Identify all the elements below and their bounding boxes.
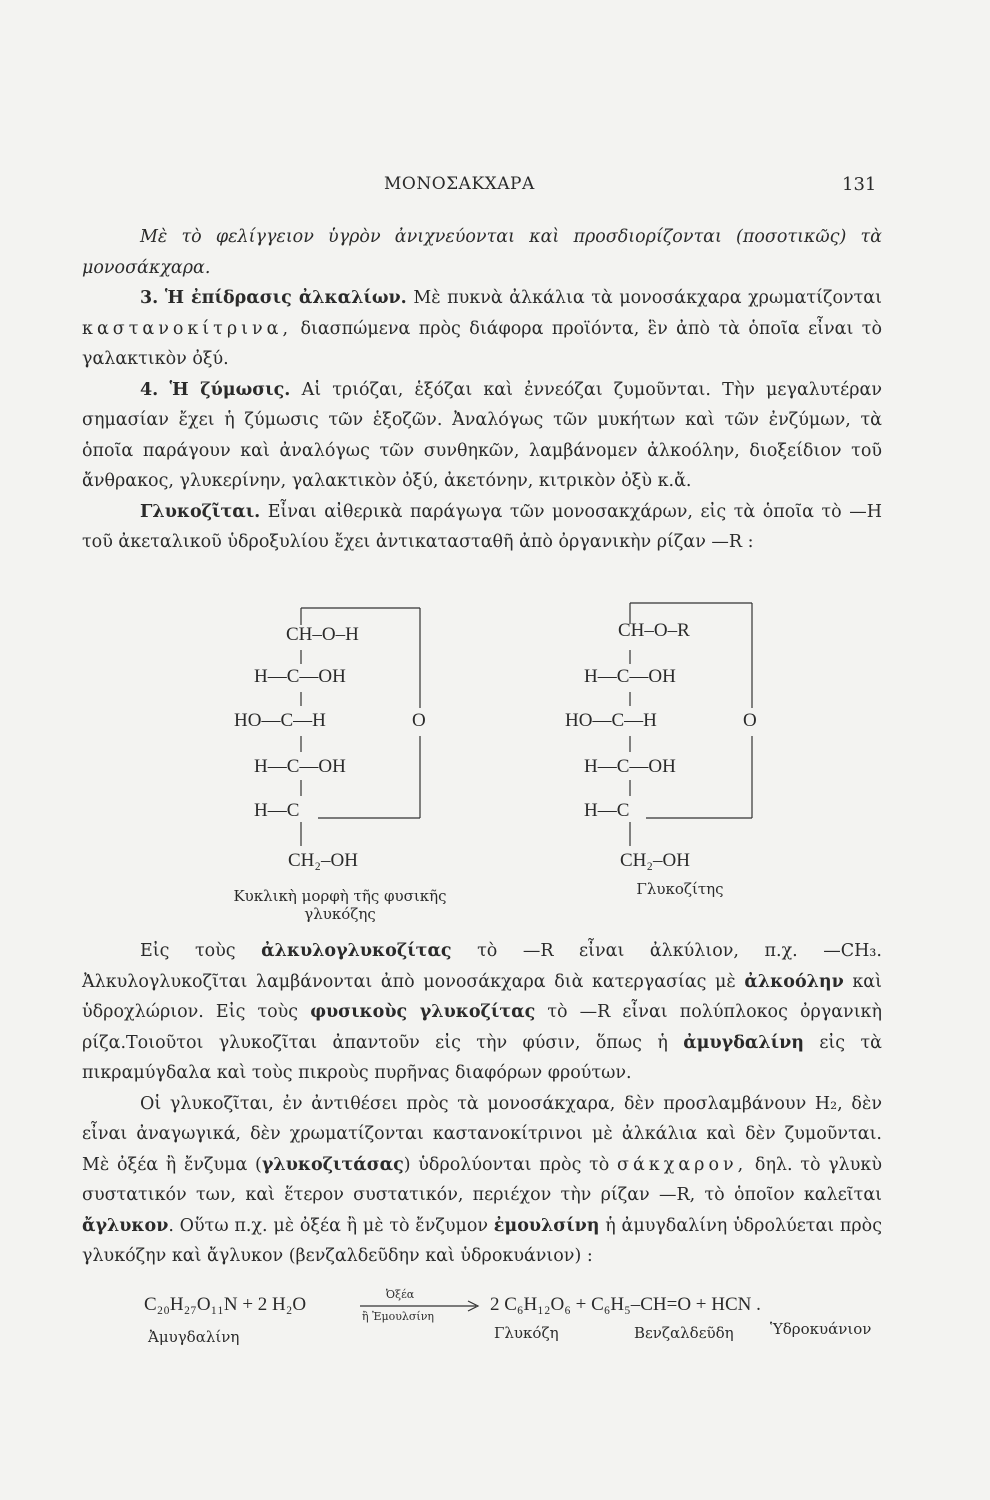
- bold-term: ἀλκυλογλυκοζίτας: [261, 941, 452, 961]
- paragraph-alkylglycosides: [82, 936, 882, 1089]
- paragraph-text: Εἶναι αἰθερικὰ παράγωγα τῶν μονοσακχάρων, εἰς τὰ ὁποῖα τὸ —Η τοῦ ἀκεταλικοῦ ὑδροξυλίου ἔχει ἀντικατασταθῆ ἀπὸ ὀργανικὴν ρίζαν —R :: [82, 501, 882, 552]
- bold-term: φυσικοὺς γλυκοζίτας: [310, 1002, 536, 1022]
- ring-oxygen: O: [412, 710, 426, 731]
- section-heading: Ἡ ἐπίδρασις ἀλκαλίων.: [164, 288, 407, 308]
- equation-reactants: C₂₀H₂₇O₁₁N + 2 H₂O: [144, 1294, 307, 1315]
- running-title: ΜΟΝΟΣΑΚΧΑΡΑ: [384, 174, 535, 194]
- formula-row: CH–O–R: [618, 620, 690, 641]
- formula-row: H—C—OH: [254, 666, 346, 687]
- section-heading: Ἡ ζύμωσις.: [169, 379, 291, 400]
- paragraph-text: καὶ ὑδροχλώριον. Εἰς τοὺς: [82, 971, 882, 1022]
- formula-row: HO—C—H: [234, 710, 326, 731]
- paragraph-hydrolysis: [82, 1089, 882, 1272]
- paragraph-text: Αἱ τριόζαι, ἑξόζαι καὶ ἐννεόζαι ζυμοῦνται. Τὴν μεγαλυτέραν σημασίαν ἔχει ἡ ζύμωσις τῶν ἑξοζῶν. Ἀναλόγως τῶν μυκήτων καὶ τῶν ἐνζύμων, τὰ ὁποῖα παράγουν καὶ ἀναλόγως τῶν συνθηκῶν, λαμβάνομεν ἀλκοόλην, διοξείδιον τοῦ ἄνθρακος, γλυκερίνην, γαλακτικὸν ὀξύ, ἀκετόνην, κιτρικὸν ὀξὺ κ.ἄ.: [82, 379, 882, 491]
- bold-term: ἀμυγδαλίνη: [683, 1032, 804, 1053]
- formula-row: H—C—OH: [254, 756, 346, 777]
- formula-row: H—C—OH: [584, 756, 676, 777]
- arrow-label-above: Ὀξέα: [386, 1288, 415, 1301]
- paragraph-text: . Οὕτω π.χ. μὲ ὀξέα ἢ μὲ τὸ ἔνζυμον: [168, 1215, 489, 1236]
- paragraph-text: Οἱ γλυκοζῖται, ἐν ἀντιθέσει πρὸς τὰ μονοσάκχαρα, δὲν προσλαμβάνουν Η₂, δὲν εἶναι ἀναγωγικά, δὲν χρωματίζονται καστανοκίτρινοι μὲ ἀλκάλια καὶ δὲν ζυμοῦνται. Μὲ ὀξέα ἢ ἔνζυμα (: [82, 1093, 882, 1175]
- equation-products: 2 C₆H₁₂O₆ + C₆H₅–CH=O + HCN .: [490, 1294, 761, 1315]
- formula-row: H—C—OH: [584, 666, 676, 687]
- label-amygdalin: Ἀμυγδαλίνη: [148, 1328, 240, 1346]
- bold-term: ἐμουλσίνη: [493, 1215, 600, 1236]
- section-heading: Γλυκοζῖται.: [140, 501, 261, 522]
- bold-term: ἄγλυκον: [82, 1215, 169, 1236]
- label-glucose: Γλυκόζη: [494, 1324, 559, 1342]
- paragraph-fehling: Μὲ τὸ φελίγγειον ὑγρὸν ἀνιχνεύονται καὶ προσδιορίζονται (ποσοτικῶς) τὰ μονοσάκχαρα.: [82, 227, 882, 278]
- label-benzaldehyde: Βενζαλδεῦδη: [634, 1324, 734, 1342]
- formula-row: H—C: [584, 800, 630, 821]
- ring-oxygen: O: [743, 710, 757, 731]
- section-number: 3.: [140, 288, 159, 308]
- caption-line: γλυκόζης: [304, 905, 376, 923]
- formula-row: CH₂–OH: [620, 850, 690, 871]
- spaced-term: καστανοκίτρινα,: [82, 318, 293, 339]
- section-number: 4.: [140, 379, 159, 400]
- paragraph-text: τὸ —R εἶναι ἀλκύλιον, π.χ. —CH₃. Ἀλκυλογλυκοζῖται λαμβάνονται ἀπὸ μονοσάκχαρα διὰ κατεργασίας μὲ: [82, 941, 882, 992]
- paragraph-text: διασπώμενα πρὸς διάφορα προϊόντα, ἓν ἀπὸ τὰ ὁποῖα εἶναι τὸ γαλακτικὸν ὀξύ.: [82, 318, 882, 369]
- formula-row: H—C: [254, 800, 300, 821]
- bold-term: γλυκοζιτάσας: [261, 1154, 404, 1175]
- formula-row: CH₂–OH: [288, 850, 358, 871]
- spaced-term: σάκχαρον,: [617, 1154, 748, 1175]
- paragraph-text: Μὲ πυκνὰ ἀλκάλια τὰ μονοσάκχαρα χρωματίζονται: [413, 288, 882, 308]
- paragraph-text: Εἰς τοὺς: [140, 941, 236, 961]
- paragraph-text: δηλ. τὸ γλυκὺ συστατικόν των, καὶ ἕτερον συστατικόν, περιέχον τὴν ρίζαν —R, τὸ ὁποῖον καλεῖται: [82, 1154, 882, 1205]
- formula-row: CH–O–H: [286, 624, 359, 645]
- arrow-label-below: ἢ Ἐμουλσίνη: [362, 1310, 434, 1323]
- paragraph-text: ) ὑδρολύονται πρὸς τὸ: [403, 1154, 610, 1175]
- structure-caption: [200, 887, 480, 923]
- paragraph-text: εἰς τὰ πικραμύγδαλα καὶ τοὺς πικροὺς πυρῆνας διαφόρων φρούτων.: [82, 1032, 882, 1083]
- text-block-lower: [82, 936, 882, 1272]
- label-hydrogen-cyanide: Ὑδροκυάνιον: [770, 1320, 872, 1338]
- formula-row: HO—C—H: [565, 710, 657, 731]
- paragraph-text: ἡ ἀμυγδαλίνη ὑδρολύεται πρὸς γλυκόζην καὶ ἄγλυκον (βενζαλδεῦδην καὶ ὑδροκυάνιον) :: [82, 1215, 882, 1266]
- paragraph-text: τὸ —R εἶναι πολύπλοκος ὀργανικὴ ρίζα.Τοιοῦτοι γλυκοζῖται ἀπαντοῦν εἰς τὴν φύσιν, ὅπως ἡ: [82, 1002, 882, 1053]
- caption-line: Κυκλικὴ μορφὴ τῆς φυσικῆς: [233, 887, 447, 905]
- bold-term: ἀλκοόλην: [744, 971, 844, 992]
- structure-caption: Γλυκοζίτης: [636, 880, 724, 898]
- page-number: 131: [842, 174, 877, 195]
